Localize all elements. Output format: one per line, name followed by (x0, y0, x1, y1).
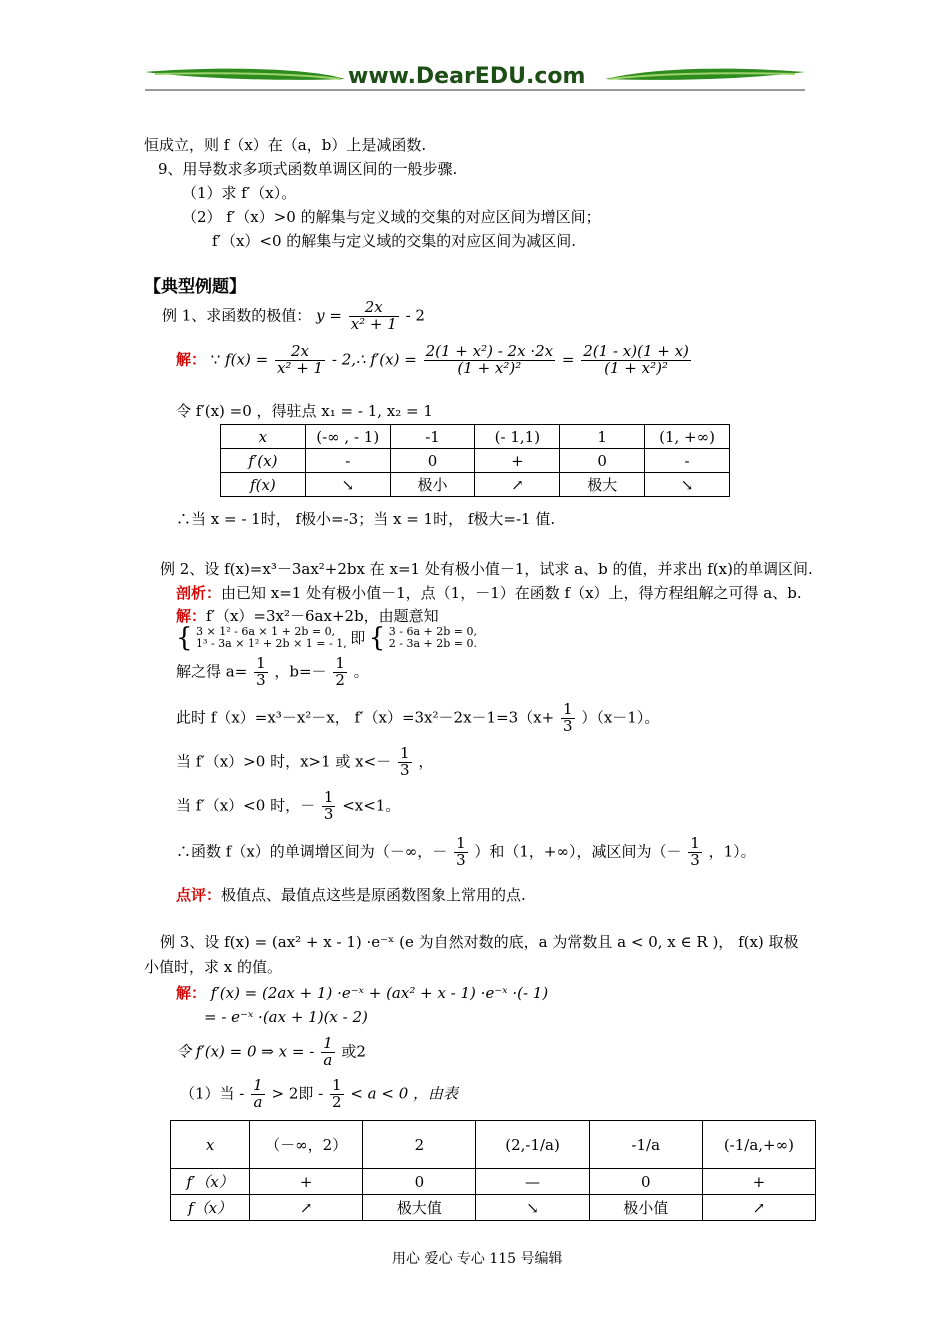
ex3-case1-frac1 (251, 1078, 265, 1111)
ex2-sol-label: 解： (176, 607, 207, 625)
ex2-gt-line: 当 f′（x）>0 时，x>1 或 x<－ (176, 752, 392, 771)
intro-step2b: f′（x）<0 的解集与定义域的交集的对应区间为减区间. (212, 232, 577, 250)
ex2-analysis: 由已知 x=1 处有极小值－1，点（1，－1）在函数 f（x）上，得方程组解之可得 a、b. (221, 584, 802, 602)
ex1-table (220, 424, 730, 497)
ex3-f-1: ↗ (250, 1195, 363, 1221)
ex3-sol-label: 解： (176, 984, 207, 1002)
ex3-fp-3: — (476, 1169, 589, 1195)
ex2-brace-right: { (368, 623, 386, 653)
ex2-mono-row (176, 836, 756, 869)
ex3-case1-row (180, 1078, 458, 1111)
ex3-fp-label: f′（x） (171, 1169, 250, 1195)
ex2-ji: 即 (350, 629, 366, 647)
ex3-th-1: （－∞，2） (250, 1121, 363, 1169)
ex3-case1: （1）当 - (180, 1084, 245, 1103)
ex1-frac-num: 2x (349, 300, 399, 317)
ex2-b-frac (333, 656, 347, 689)
ex1-th-2: -1 (390, 425, 475, 449)
ex1-fp-5: - (645, 449, 730, 473)
ex1-title: 例 1、求函数的极值： (162, 306, 312, 325)
ex2-lt-frac (322, 790, 336, 823)
ex3-title2: 小值时，求 x 的值。 (144, 958, 282, 976)
ex3-f-label: f（x） (171, 1195, 250, 1221)
page-footer: 用心 爱心 专心 115 号编辑 (392, 1251, 563, 1267)
ex2-then-frac (561, 702, 575, 735)
ex1-f-eq: f(x) = (225, 350, 269, 369)
intro-step2: （2） f′（x）>0 的解集与定义域的交集的对应区间为增区间； (182, 208, 601, 226)
ex1-fp-1: - (305, 449, 390, 473)
ex1-deriv-den: (1 + x²)² (457, 358, 522, 377)
ex2-lt-line: 当 f′（x）<0 时，－ (176, 796, 316, 815)
ex2-gt-num: 1 (399, 744, 410, 762)
ex3-fp-5: + (702, 1169, 815, 1195)
ex2-then-tail: ）（x－1）。 (581, 708, 660, 727)
ex1-conclusion: ∴当 x = - 1时， f极小=-3；当 x = 1时， f极大=-1 值. (176, 510, 556, 528)
ex1-deriv-num: 2(1 + x²) - 2x ·2x (425, 342, 554, 360)
ex1-fp-4: 0 (560, 449, 645, 473)
ex3-case1-mid: > 2即 - (271, 1084, 324, 1103)
ex2-sol1: f′（x）=3x²－6ax+2b，由题意知 (206, 607, 439, 625)
ex1-title-row (162, 300, 425, 333)
ex1-th-x: x (221, 425, 306, 449)
ex2-sys1b: 1³ - 3a × 1² + 2b × 1 = - 1, (196, 637, 347, 650)
ex2-then-den: 3 (563, 716, 573, 735)
ex1-y-eq: y = (316, 306, 342, 325)
intro-line2: 9、用导数求多项式函数单调区间的一般步骤. (158, 160, 458, 178)
ex1-frac-den: x² + 1 (350, 314, 397, 333)
ex1-f-4: 极大 (560, 473, 645, 497)
ex1-f-5: ↘ (645, 473, 730, 497)
ex3-f-4: 极小值 (589, 1195, 702, 1221)
ex1-deriv2-num: 2(1 - x)(1 + x) (583, 342, 689, 360)
ex2-mono-tail: ，1）。 (708, 842, 756, 861)
ex1-deriv-frac (424, 344, 556, 377)
ex3-table-fp-row (171, 1169, 816, 1195)
ex2-mono-mid: ）和（1，+∞），减区间为（－ (474, 842, 682, 861)
ex2-mono-frac1 (454, 836, 468, 869)
ex2-lt-row (176, 790, 400, 823)
ex3-th-x: x (171, 1121, 250, 1169)
ex2-period: 。 (353, 662, 369, 681)
ex1-table-header-row (221, 425, 730, 449)
ex1-then: - 2,∴ f′(x) = (331, 350, 417, 369)
ex2-then-row (176, 702, 659, 735)
ex2-gt-den: 3 (399, 760, 410, 779)
ex2-sys1 (196, 626, 347, 650)
ex2-then-num: 1 (563, 700, 573, 718)
ex1-th-4: 1 (560, 425, 645, 449)
ex3-fp-1: + (250, 1169, 363, 1195)
ex3-title: 例 3、设 f(x) = (ax² + x - 1) ·e⁻ˣ (e 为自然对数的底，a 为常数且 a < 0, x ∈ R )， f(x) 取极 (160, 933, 799, 951)
ex1-sol-frac-den: x² + 1 (276, 358, 324, 377)
ex2-lt-den: 3 (323, 804, 334, 823)
ex1-fp-2: 0 (390, 449, 475, 473)
ex2-gt-row (176, 746, 433, 779)
ex3-sol-row (176, 982, 548, 1003)
ex2-a-frac (254, 656, 268, 689)
ex2-title: 例 2、设 f(x)=x³－3ax²+2bx 在 x=1 处有极小值－1，试求 a、b 的值，并求出 f(x)的单调区间. (160, 560, 813, 578)
ex2-comment-row (176, 884, 526, 905)
ex1-fp-label: f′(x) (221, 449, 306, 473)
ex2-mono-den2: 3 (690, 850, 700, 869)
ex3-th-2: 2 (363, 1121, 476, 1169)
intro-step1: （1）求 f′（x）。 (182, 184, 297, 202)
ex2-a-num: 1 (256, 654, 266, 672)
ex3-case1-num2: 1 (332, 1076, 342, 1094)
ex3-case1-den1: a (253, 1092, 263, 1111)
ex1-deriv2-den: (1 + x²)² (604, 358, 668, 377)
ex2-sys2 (389, 626, 477, 650)
ex3-f-2: 极大值 (363, 1195, 476, 1221)
ex3-case1-tail: < a < 0 ，由表 (350, 1084, 459, 1103)
ex3-crit-den: a (323, 1050, 333, 1069)
ex3-crit-num: 1 (323, 1034, 333, 1052)
ex1-th-3: (- 1,1) (475, 425, 560, 449)
ex2-brace-left: { (176, 623, 193, 653)
ex3-f-3: ↘ (476, 1195, 589, 1221)
ex2-mono-frac2 (688, 836, 702, 869)
ex1-deriv2-frac (581, 344, 691, 377)
ex3-crit-tail: 或2 (341, 1042, 366, 1061)
ex2-lt-tail: <x<1。 (342, 796, 401, 815)
ex3-th-3: (2,-1/a) (476, 1121, 589, 1169)
ex2-solve: 解之得 a= (176, 662, 248, 681)
ex2-gt-frac (398, 746, 412, 779)
ex3-sol1: f′(x) = (2ax + 1) ·e⁻ˣ + (ax² + x - 1) ·e⁻ˣ ·(- 1) (210, 984, 549, 1002)
ex1-solution-row (176, 344, 693, 377)
ex2-mono-num1: 1 (456, 834, 466, 852)
ex2-sol-row (176, 605, 439, 626)
ex1-critical: 令 f′(x) =0 ，得驻点 x₁ = - 1, x₂ = 1 (176, 402, 433, 420)
intro-line1: 恒成立，则 f（x）在（a，b）上是减函数. (144, 136, 427, 154)
ex2-sys2b: 2 - 3a + 2b = 0. (388, 637, 478, 650)
ex3-table (170, 1120, 816, 1221)
ex3-case1-den2: 2 (332, 1092, 342, 1111)
ex3-crit: 令 f′(x) = 0 ⇒ x = - (176, 1042, 315, 1061)
ex1-because: ∵ (210, 350, 221, 369)
ex1-th-5: (1, +∞) (645, 425, 730, 449)
ex3-th-4: -1/a (589, 1121, 702, 1169)
ex2-b-num: 1 (335, 654, 345, 672)
ex1-f-1: ↘ (305, 473, 390, 497)
ex2-then-line: 此时 f（x）=x³－x²－x， f′（x）=3x²－2x－1=3（x+ (176, 708, 555, 727)
ex3-f-5: ↗ (702, 1195, 815, 1221)
ex1-eq2: = (561, 350, 575, 369)
ex3-crit-row (176, 1036, 366, 1069)
ex2-gt-tail: ， (418, 752, 434, 771)
ex2-sys2a: 3 - 6a + 2b = 0, (388, 625, 478, 638)
ex1-table-fp-row (221, 449, 730, 473)
ex1-th-1: (-∞ , - 1) (305, 425, 390, 449)
ex1-sol-frac (275, 344, 325, 377)
ex1-sol-label: 解： (176, 350, 207, 369)
ex2-sys1a: 3 × 1² - 6a × 1 + 2b = 0, (196, 625, 336, 638)
ex2-mono-num2: 1 (690, 834, 700, 852)
ex2-solve-row (176, 656, 369, 689)
ex1-f-2: 极小 (390, 473, 475, 497)
ex2-comment-label: 点评： (176, 886, 222, 904)
ex2-analysis-row (176, 582, 802, 603)
ex3-case1-frac2 (330, 1078, 344, 1111)
ex2-analysis-label: 剖析： (176, 584, 222, 602)
ex3-fp-2: 0 (363, 1169, 476, 1195)
ex3-sol2: = - e⁻ˣ ·(ax + 1)(x - 2) (204, 1008, 368, 1026)
ex1-table-f-row (221, 473, 730, 497)
ex2-mono: ∴函数 f（x）的单调增区间为（－∞，－ (176, 842, 448, 861)
ex3-fp-4: 0 (589, 1169, 702, 1195)
ex1-fp-3: + (475, 449, 560, 473)
ex1-fraction (349, 300, 399, 333)
ex2-b-eq: ，b=－ (274, 662, 327, 681)
ex1-f-label: f(x) (221, 473, 306, 497)
ex2-mono-den1: 3 (456, 850, 466, 869)
ex3-crit-frac (321, 1036, 335, 1069)
ex2-lt-num: 1 (323, 788, 334, 806)
section-title: 【典型例题】 (144, 277, 246, 297)
ex1-f-3: ↗ (475, 473, 560, 497)
ex1-sol-frac-num: 2x (275, 344, 325, 361)
ex3-table-header-row (171, 1121, 816, 1169)
ex2-b-den: 2 (335, 670, 345, 689)
site-title: www.DearEDU.com (348, 64, 586, 89)
ex2-comment: 极值点、最值点这些是原函数图象上常用的点. (221, 886, 526, 904)
ex3-case1-num1: 1 (253, 1076, 263, 1094)
ex3-th-5: (-1/a,+∞) (702, 1121, 815, 1169)
ex1-minus2: - 2 (405, 306, 425, 325)
ex3-table-f-row (171, 1195, 816, 1221)
ex2-a-den: 3 (256, 670, 266, 689)
ex2-system (176, 623, 478, 653)
